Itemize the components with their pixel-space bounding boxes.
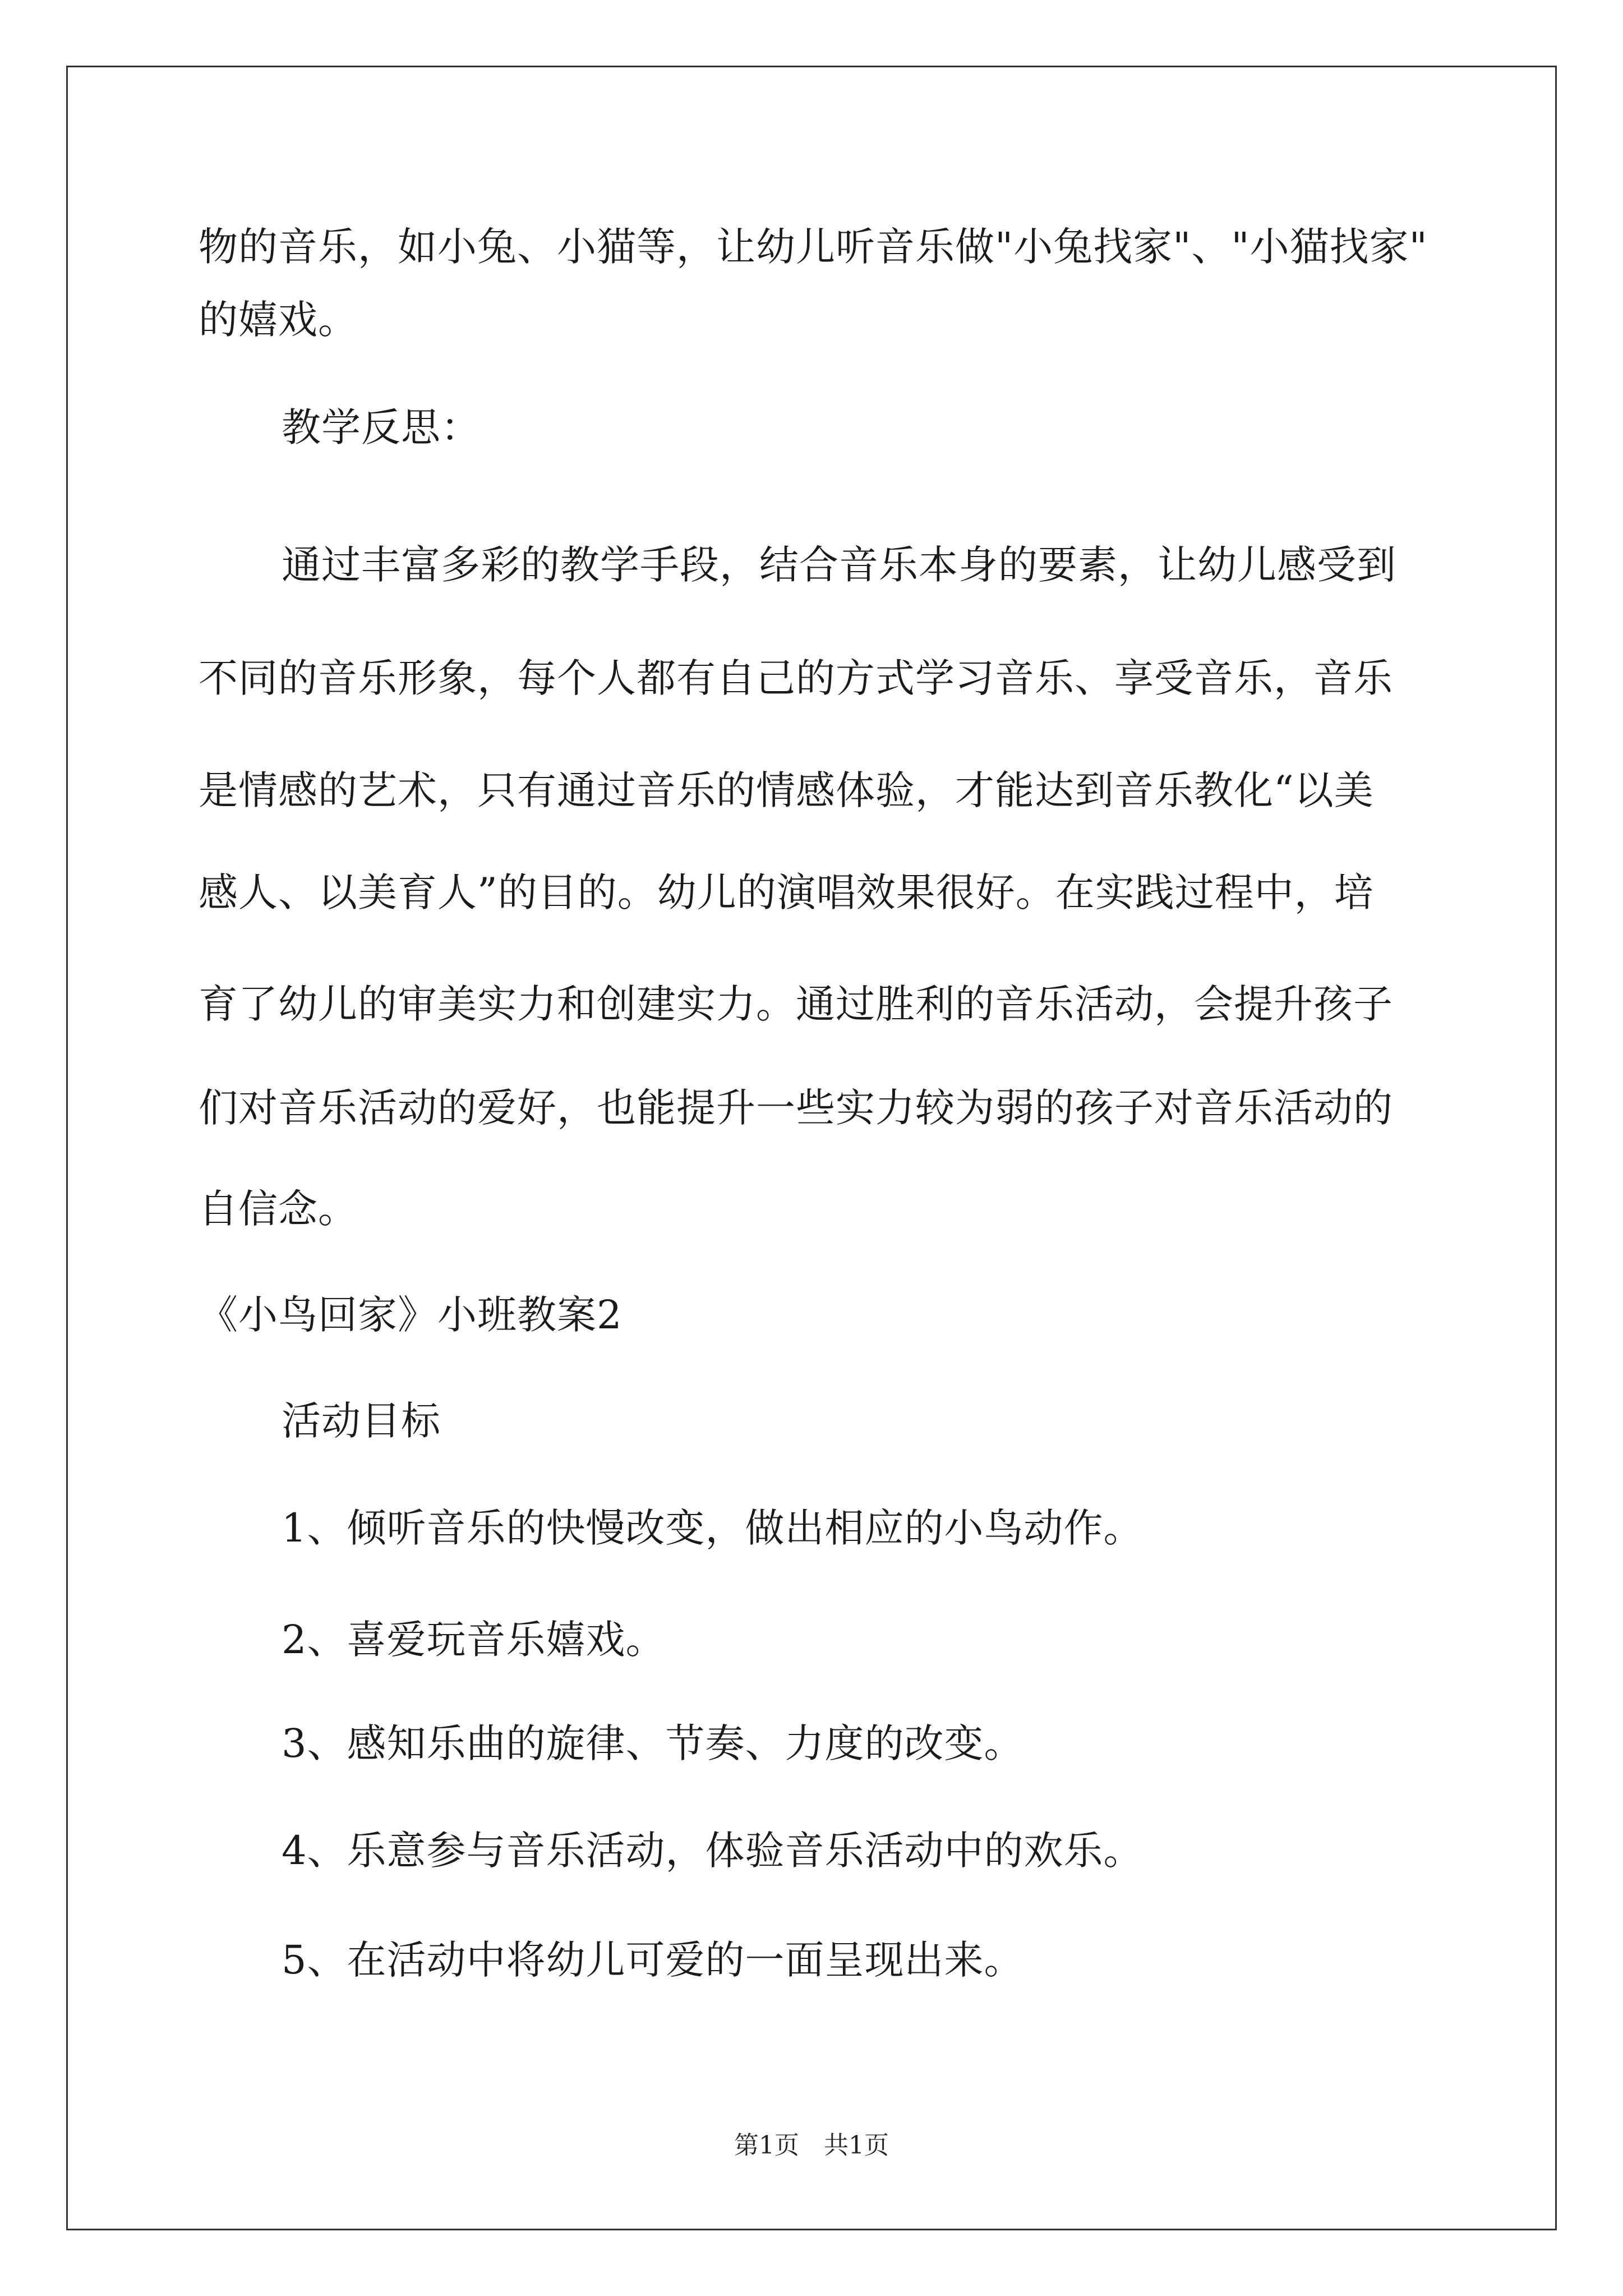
page-number-footer: 第1页 共1页 xyxy=(734,2131,889,2160)
list-item: 3、感知乐曲的旋律、节奏、力度的改变。 xyxy=(282,1720,1024,1766)
paragraph-line: 不同的音乐形象，每个人都有自己的方式学习音乐、享受音乐，音乐 xyxy=(199,655,1393,701)
list-item: 4、乐意参与音乐活动，体验音乐活动中的欢乐。 xyxy=(282,1828,1144,1874)
document-title: 《小鸟回家》小班教案2 xyxy=(199,1292,623,1338)
paragraph-line: 的嬉戏。 xyxy=(199,297,358,343)
list-item: 5、在活动中将幼儿可爱的一面呈现出来。 xyxy=(282,1937,1024,1983)
section-heading: 教学反思： xyxy=(282,404,481,450)
paragraph-line: 们对音乐活动的爱好，也能提升一些实力较为弱的孩子对音乐活动的 xyxy=(199,1085,1393,1131)
paragraph-line: 是情感的艺术，只有通过音乐的情感体验，才能达到音乐教化“以美 xyxy=(199,767,1374,813)
section-heading: 活动目标 xyxy=(282,1398,441,1444)
list-item: 2、喜爱玩音乐嬉戏。 xyxy=(282,1617,666,1663)
paragraph-line: 自信念。 xyxy=(199,1186,358,1232)
paragraph-line: 育了幼儿的审美实力和创建实力。通过胜利的音乐活动，会提升孩子 xyxy=(199,981,1393,1027)
paragraph-line: 物的音乐，如小兔、小猫等，让幼儿听音乐做"小兔找家"、"小猫找家" xyxy=(199,224,1428,270)
list-item: 1、倾听音乐的快慢改变，做出相应的小鸟动作。 xyxy=(282,1505,1144,1551)
page-border xyxy=(66,66,1557,2230)
paragraph-line: 通过丰富多彩的教学手段，结合音乐本身的要素，让幼儿感受到 xyxy=(282,542,1396,588)
paragraph-line: 感人、以美育人”的目的。幼儿的演唱效果很好。在实践过程中，培 xyxy=(199,869,1374,915)
